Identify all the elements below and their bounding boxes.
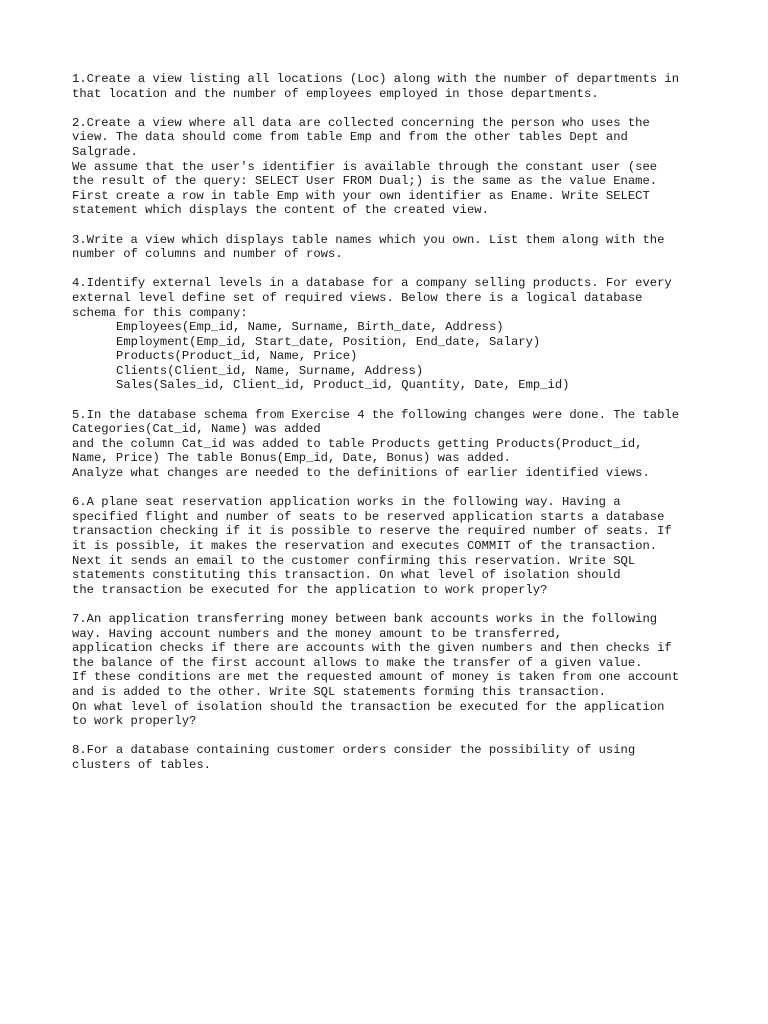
exercise-2-line: statement which displays the content of the created view. — [72, 203, 489, 218]
exercise-8 — [72, 743, 712, 772]
exercise-5-line: Analyze what changes are needed to the definitions of earlier identified views. — [72, 466, 650, 481]
schema-line-employment: Employment(Emp_id, Start_date, Position, End_date, Salary) — [116, 334, 541, 349]
exercise-2-line: First create a row in table Emp with your own identifier as Ename. Write SELECT — [72, 188, 650, 203]
exercise-6-line: statements constituting this transaction. On what level of isolation should — [72, 568, 621, 583]
schema-line-products: Products(Product_id, Name, Price) — [116, 349, 358, 364]
exercise-8-line: 8.For a database containing customer orders consider the possibility of using — [72, 743, 636, 758]
exercise-7-line: If these conditions are met the requested amount of money is taken from one account — [72, 670, 680, 685]
exercise-4 — [72, 276, 712, 393]
exercise-6-line: the transaction be executed for the application to work properly? — [72, 582, 548, 597]
exercise-2 — [72, 116, 712, 218]
exercise-5-line: 5.In the database schema from Exercise 4 the following changes were done. The table — [72, 407, 680, 422]
exercise-4-line: 4.Identify external levels in a database for a company selling products. For every — [72, 276, 672, 291]
exercise-6-line: 6.A plane seat reservation application works in the following way. Having a — [72, 495, 621, 510]
exercise-2-line: the result of the query: SELECT User FROM Dual;) is the same as the value Ename. — [72, 174, 658, 189]
exercise-7-line: the balance of the first account allows to make the transfer of a given value. — [72, 655, 643, 670]
exercise-3-line: number of columns and number of rows. — [72, 247, 343, 262]
exercise-2-line: We assume that the user's identifier is available through the constant user (see — [72, 159, 658, 174]
exercise-7-line: way. Having account numbers and the money amount to be transferred, — [72, 626, 563, 641]
exercise-5-line: and the column Cat_id was added to table Products getting Products(Product_id, — [72, 436, 643, 451]
schema-line-employees: Employees(Emp_id, Name, Surname, Birth_date, Address) — [116, 320, 504, 335]
exercise-2-line: view. The data should come from table Emp and from the other tables Dept and — [72, 130, 628, 145]
schema-line-clients: Clients(Client_id, Name, Surname, Address) — [116, 363, 424, 378]
exercise-7 — [72, 612, 712, 729]
exercise-7-line: 7.An application transferring money between bank accounts works in the following — [72, 611, 658, 626]
exercise-6-line: Next it sends an email to the customer confirming this reservation. Write SQL — [72, 553, 636, 568]
exercise-4-line: external level define set of required views. Below there is a logical database — [72, 290, 643, 305]
exercise-8-line: clusters of tables. — [72, 757, 211, 772]
exercise-2-line: 2.Create a view where all data are collected concerning the person who uses the — [72, 115, 650, 130]
exercise-2-line: Salgrade. — [72, 144, 138, 159]
exercise-1 — [72, 72, 712, 101]
exercise-7-line: application checks if there are accounts with the given numbers and then checks if — [72, 641, 672, 656]
exercise-list — [72, 72, 712, 787]
exercise-5 — [72, 408, 712, 481]
exercise-7-line: On what level of isolation should the transaction be executed for the application — [72, 699, 665, 714]
schema-line-sales: Sales(Sales_id, Client_id, Product_id, Quantity, Date, Emp_id) — [116, 378, 570, 393]
exercise-7-line: and is added to the other. Write SQL statements forming this transaction. — [72, 684, 606, 699]
exercise-1-line: that location and the number of employees employed in those departments. — [72, 86, 599, 101]
exercise-3 — [72, 233, 712, 262]
exercise-6-line: transaction checking if it is possible to reserve the required number of seats. If — [72, 524, 672, 539]
exercise-6 — [72, 495, 712, 597]
exercise-5-line: Name, Price) The table Bonus(Emp_id, Date, Bonus) was added. — [72, 451, 511, 466]
exercise-5-line: Categories(Cat_id, Name) was added — [72, 422, 321, 437]
exercise-6-line: specified flight and number of seats to be reserved application starts a database — [72, 509, 665, 524]
exercise-3-line: 3.Write a view which displays table names which you own. List them along with the — [72, 232, 665, 247]
exercise-6-line: it is possible, it makes the reservation and executes COMMIT of the transaction. — [72, 539, 658, 553]
exercise-1-line: 1.Create a view listing all locations (Loc) along with the number of departments in — [72, 72, 680, 86]
exercise-4-line: schema for this company: — [72, 305, 248, 320]
exercise-7-line: to work properly? — [72, 714, 197, 729]
